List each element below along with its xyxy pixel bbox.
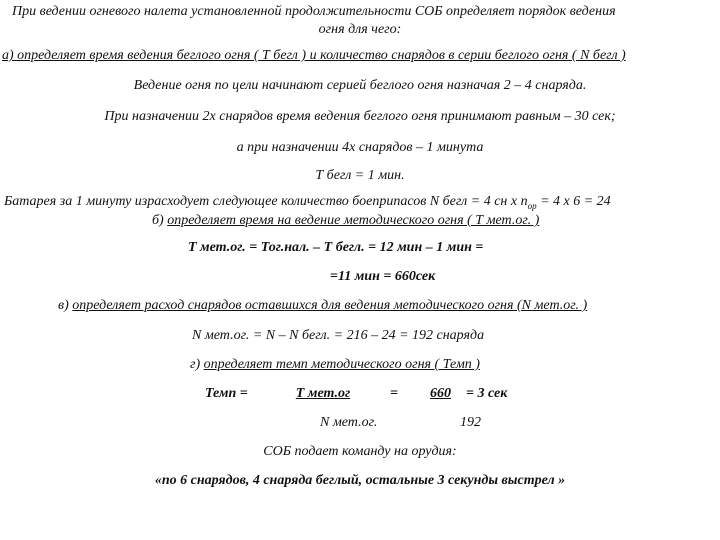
- step-v: определяет расход снарядов оставшихся для ведения методического огня (N мет.ог. ): [72, 298, 588, 313]
- tempo-value: 660: [430, 386, 451, 401]
- t-met-formula: Т мет.ог. = Тог.нал. – Т бегл. = 12 мин – 1 мин =: [188, 240, 484, 255]
- step-b: определяет время на ведение методического огня ( Т мет.ог. ): [167, 213, 540, 228]
- step-g-label: г): [190, 357, 204, 372]
- two-shells-line: При назначении 2х снарядов время ведения беглого огня принимают равным – 30 сек;: [104, 109, 616, 124]
- t-met-result: =11 мин = 660сек: [330, 269, 436, 284]
- step-b-label: б): [152, 213, 168, 228]
- tempo-equals: =: [390, 386, 398, 401]
- tempo-denominator: N мет.ог.: [320, 415, 378, 430]
- step-a: а) определяет время ведения беглого огня ( Т бегл ) и количество снарядов в серии беглого огня ( N бегл ): [2, 48, 626, 63]
- n-met-formula: N мет.ог. = N – N бегл. = 216 – 24 = 192 снаряда: [192, 328, 485, 343]
- step-v-line: [58, 297, 587, 315]
- intro-line-1: При ведении огневого налета установленной продолжительности СОБ определяет порядок ведения: [12, 4, 616, 19]
- command-intro: СОБ подает команду на орудия:: [263, 444, 457, 459]
- tempo-numerator: Т мет.ог: [295, 386, 351, 401]
- step-g: определяет темп методического огня ( Темп ): [203, 357, 480, 372]
- tempo-label: Темп =: [205, 386, 248, 401]
- battery-subscript: ор: [527, 200, 537, 211]
- tempo-denominator-value: 192: [460, 415, 481, 430]
- four-shells-line: а при назначении 4х снарядов – 1 минута: [236, 140, 484, 155]
- step-v-label: в): [58, 298, 73, 313]
- command-text: «по 6 снарядов, 4 снаряда беглый, остальные 3 секунды выстрел »: [154, 473, 566, 488]
- intro-line-2: огня для чего:: [318, 22, 402, 37]
- tempo-result: = 3 сек: [466, 386, 508, 401]
- battery-text: Батарея за 1 минуту израсходует следующее количество боеприпасов N бегл = 4 сн х n: [4, 194, 528, 209]
- t-begl-line: Т бегл = 1 мин.: [315, 168, 405, 183]
- series-line: Ведение огня по цели начинают серией беглого огня назначая 2 – 4 снаряда.: [133, 78, 587, 93]
- step-b-line: [152, 212, 539, 230]
- step-g-line: [190, 356, 480, 374]
- battery-end: = 4 х 6 = 24: [536, 194, 611, 209]
